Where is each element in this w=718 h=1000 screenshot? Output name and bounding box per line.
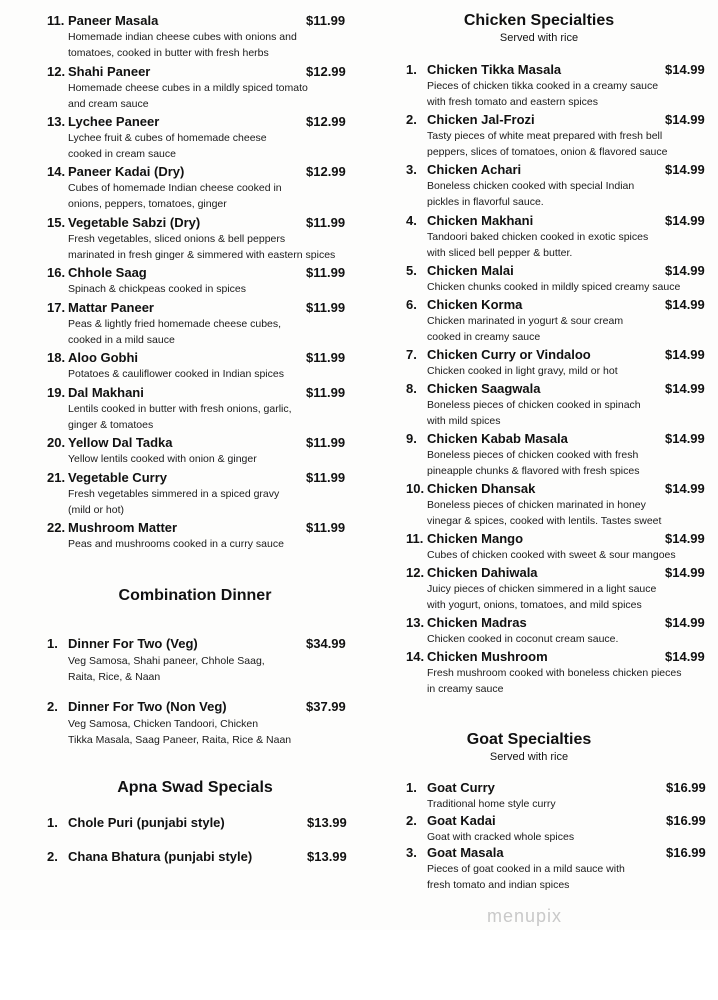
item-price: $11.99 <box>306 265 346 280</box>
apna-swad-title: Apna Swad Specials <box>117 779 273 796</box>
item-price: $12.99 <box>306 64 346 79</box>
item-description: Tasty pieces of white meat prepared with fresh bell peppers, slices of tomatoes, onion & flavored sauce <box>427 130 668 158</box>
item-description: Chicken chunks cooked in mildly spiced creamy sauce <box>427 281 681 293</box>
item-description: Goat with cracked whole spices <box>427 831 575 843</box>
item-number: 16. <box>47 265 66 280</box>
item-price: $13.99 <box>307 849 347 864</box>
item-name: Mushroom Matter <box>68 520 178 535</box>
item-price: $14.99 <box>665 431 705 446</box>
item-name: Chicken Jal-Frozi <box>427 112 535 127</box>
item-price: $12.99 <box>306 114 346 129</box>
item-name: Chicken Makhani <box>427 213 534 228</box>
item-description: Veg Samosa, Shahi paneer, Chhole Saag, Raita, Rice, & Naan <box>68 655 265 683</box>
item-number: 5. <box>406 263 417 278</box>
item-number: 18. <box>47 350 66 365</box>
item-number: 2. <box>406 112 417 127</box>
item-number: 20. <box>47 435 66 450</box>
item-number: 13. <box>406 615 425 630</box>
item-price: $14.99 <box>665 565 705 580</box>
item-description: Boneless pieces of chicken marinated in honey vinegar & spices, cooked with lentils. Tastes sweet <box>427 499 662 527</box>
item-description: Fresh vegetables simmered in a spiced gravy (mild or hot) <box>68 488 280 516</box>
item-price: $11.99 <box>306 300 346 315</box>
item-number: 6. <box>406 297 417 312</box>
item-name: Chicken Dahiwala <box>427 565 538 580</box>
item-description: Lentils cooked in butter with fresh onions, garlic, ginger & tomatoes <box>68 403 292 431</box>
item-price: $14.99 <box>665 347 705 362</box>
item-name: Paneer Masala <box>68 13 159 28</box>
item-description: Cubes of homemade Indian cheese cooked in onions, peppers, tomatoes, ginger <box>68 182 282 210</box>
item-number: 21. <box>47 470 66 485</box>
item-description: Spinach & chickpeas cooked in spices <box>68 283 247 295</box>
item-name: Chicken Korma <box>427 297 523 312</box>
item-number: 17. <box>47 300 66 315</box>
item-number: 13. <box>47 114 66 129</box>
item-price: $14.99 <box>665 62 705 77</box>
item-description: Peas and mushrooms cooked in a curry sauce <box>68 538 284 550</box>
item-name: Yellow Dal Tadka <box>68 435 173 450</box>
item-number: 7. <box>406 347 417 362</box>
watermark-logo: menupix <box>487 906 563 926</box>
item-price: $14.99 <box>665 615 705 630</box>
item-price: $34.99 <box>306 636 346 651</box>
item-price: $14.99 <box>665 112 705 127</box>
item-name: Chicken Achari <box>427 162 522 177</box>
item-description: Potatoes & cauliflower cooked in Indian spices <box>68 368 284 380</box>
item-price: $16.99 <box>666 780 706 795</box>
item-price: $14.99 <box>665 649 705 664</box>
item-price: $14.99 <box>665 162 705 177</box>
item-number: 14. <box>47 164 66 179</box>
item-number: 2. <box>47 849 58 864</box>
item-price: $11.99 <box>306 13 346 28</box>
item-price: $11.99 <box>306 435 346 450</box>
item-number: 22. <box>47 520 66 535</box>
item-price: $11.99 <box>306 385 346 400</box>
item-name: Mattar Paneer <box>68 300 154 315</box>
chicken-specialties-subtitle: Served with rice <box>499 32 579 44</box>
item-price: $37.99 <box>306 699 346 714</box>
item-name: Paneer Kadai (Dry) <box>68 164 185 179</box>
item-description: Fresh mushroom cooked with boneless chicken pieces in creamy sauce <box>427 667 682 695</box>
item-price: $14.99 <box>665 213 705 228</box>
item-number: 2. <box>47 699 58 714</box>
item-number: 14. <box>406 649 425 664</box>
item-description: Fresh vegetables, sliced onions & bell peppers marinated in fresh ginger & simmered with eastern spices <box>68 233 336 261</box>
item-name: Chicken Mango <box>427 531 524 546</box>
item-number: 1. <box>406 780 417 795</box>
item-name: Chhole Saag <box>68 265 147 280</box>
item-number: 3. <box>406 162 417 177</box>
item-name: Vegetable Curry <box>68 470 167 485</box>
goat-specialties-title: Goat Specialties <box>466 731 592 748</box>
item-name: Dinner For Two (Veg) <box>68 636 198 651</box>
item-number: 12. <box>47 64 66 79</box>
item-number: 1. <box>406 62 417 77</box>
item-name: Goat Kadai <box>427 813 496 828</box>
combination-dinner-title: Combination Dinner <box>118 587 272 604</box>
item-number: 9. <box>406 431 417 446</box>
item-description: Boneless chicken cooked with special Indian pickles in flavorful sauce. <box>427 180 635 208</box>
item-price: $16.99 <box>666 813 706 828</box>
goat-specialties-subtitle: Served with rice <box>489 751 569 763</box>
item-description: Homemade cheese cubes in a mildly spiced tomato and cream sauce <box>68 82 308 110</box>
item-description: Yellow lentils cooked with onion & ginger <box>68 453 257 465</box>
item-description: Peas & lightly fried homemade cheese cubes, cooked in a mild sauce <box>68 318 282 346</box>
item-number: 11. <box>406 531 424 546</box>
item-number: 10. <box>406 481 425 496</box>
item-description: Cubes of chicken cooked with sweet & sour mangoes <box>427 549 676 561</box>
item-price: $11.99 <box>306 520 346 535</box>
item-price: $14.99 <box>665 481 705 496</box>
item-description: Chicken cooked in light gravy, mild or hot <box>427 365 618 377</box>
item-number: 1. <box>47 636 58 651</box>
item-number: 12. <box>406 565 425 580</box>
item-description: Juicy pieces of chicken simmered in a light sauce with yogurt, onions, tomatoes, and mild spices <box>427 583 657 611</box>
item-price: $11.99 <box>306 470 346 485</box>
item-name: Dinner For Two (Non Veg) <box>68 699 227 714</box>
item-description: Veg Samosa, Chicken Tandoori, Chicken Tikka Masala, Saag Paneer, Raita, Rice & Naan <box>68 718 292 746</box>
item-name: Shahi Paneer <box>68 64 151 79</box>
item-name: Goat Masala <box>427 845 504 860</box>
item-name: Vegetable Sabzi (Dry) <box>68 215 201 230</box>
item-price: $11.99 <box>306 350 346 365</box>
item-description: Pieces of goat cooked in a mild sauce with fresh tomato and indian spices <box>427 863 625 891</box>
item-name: Chole Puri (punjabi style) <box>68 815 225 830</box>
item-description: Chicken cooked in coconut cream sauce. <box>427 633 619 645</box>
item-name: Chana Bhatura (punjabi style) <box>68 849 253 864</box>
item-name: Chicken Saagwala <box>427 381 541 396</box>
item-name: Dal Makhani <box>68 385 144 400</box>
item-number: 8. <box>406 381 417 396</box>
item-name: Chicken Tikka Masala <box>427 62 562 77</box>
item-number: 15. <box>47 215 66 230</box>
item-name: Goat Curry <box>427 780 495 795</box>
item-description: Chicken marinated in yogurt & sour cream cooked in creamy sauce <box>427 315 624 343</box>
item-description: Boneless pieces of chicken cooked in spinach with mild spices <box>427 399 641 427</box>
item-name: Aloo Gobhi <box>68 350 139 365</box>
item-name: Chicken Dhansak <box>427 481 536 496</box>
item-price: $13.99 <box>307 815 347 830</box>
item-description: Homemade indian cheese cubes with onions and tomatoes, cooked in butter with fresh herbs <box>68 31 297 59</box>
item-price: $12.99 <box>306 164 346 179</box>
item-name: Chicken Kabab Masala <box>427 431 568 446</box>
item-price: $14.99 <box>665 381 705 396</box>
item-description: Tandoori baked chicken cooked in exotic spices with sliced bell pepper & butter. <box>427 231 649 259</box>
item-number: 3. <box>406 845 417 860</box>
item-number: 1. <box>47 815 58 830</box>
item-price: $16.99 <box>666 845 706 860</box>
item-description: Lychee fruit & cubes of homemade cheese cooked in cream sauce <box>68 132 267 160</box>
item-description: Boneless pieces of chicken cooked with fresh pineapple chunks & flavored with fresh spices <box>427 449 640 477</box>
item-name: Chicken Madras <box>427 615 527 630</box>
item-name: Chicken Curry or Vindaloo <box>427 347 591 362</box>
item-number: 19. <box>47 385 66 400</box>
item-description: Pieces of chicken tikka cooked in a creamy sauce with fresh tomato and eastern spices <box>427 80 659 108</box>
item-name: Chicken Malai <box>427 263 514 278</box>
chicken-specialties-title: Chicken Specialties <box>463 12 615 29</box>
item-number: 11. <box>47 13 65 28</box>
item-number: 4. <box>406 213 417 228</box>
item-price: $14.99 <box>665 297 705 312</box>
item-price: $14.99 <box>665 531 705 546</box>
item-description: Traditional home style curry <box>427 798 556 810</box>
page-bottom-margin <box>0 930 718 1000</box>
item-name: Lychee Paneer <box>68 114 160 129</box>
item-price: $11.99 <box>306 215 346 230</box>
item-price: $14.99 <box>665 263 705 278</box>
item-name: Chicken Mushroom <box>427 649 548 664</box>
item-number: 2. <box>406 813 417 828</box>
